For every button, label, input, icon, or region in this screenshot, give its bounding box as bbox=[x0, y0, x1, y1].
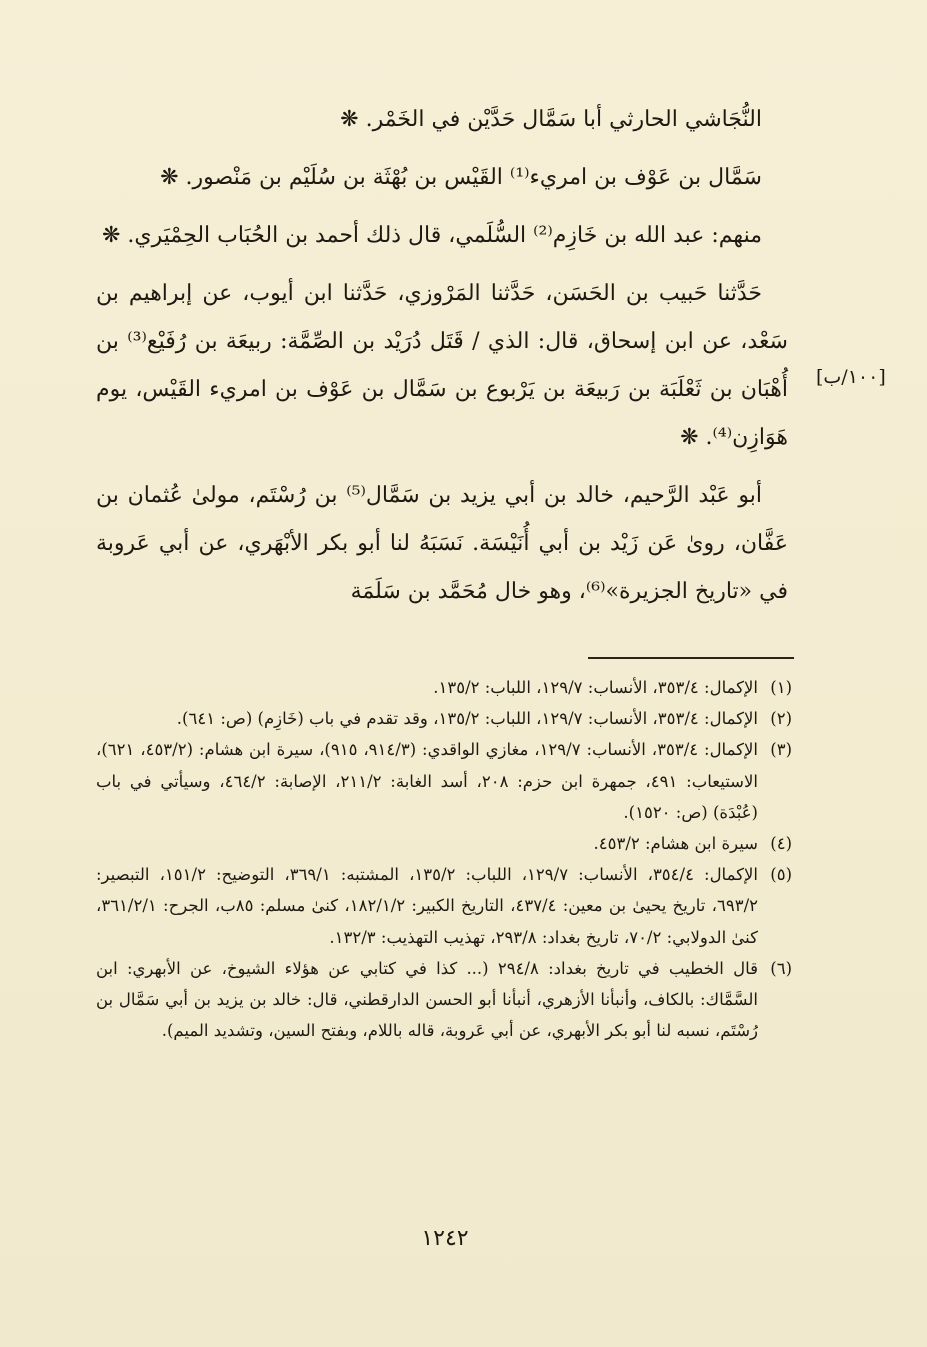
footnote bbox=[96, 703, 792, 734]
footnote bbox=[96, 859, 792, 953]
paragraph-isnad-rabia: حَدَّثنا حَبيب بن الحَسَن، حَدَّثنا المَرْوزي، حَدَّثنا ابن أيوب، عن إبراهيم بن سَعْد، عن ابن إسحاق، قال: الذي / قَتَل دُرَيْد بن الصِّمَّة: ربيعَة بن رُفَيْع⁽³⁾ بن أُهْبَان بن ثَعْلَبَة بن رَبيعَة بن يَرْبوع بن سَمَّال بن عَوْف بن امريء القَيْس، يوم هَوَازِن⁽⁴⁾. ❋ bbox=[96, 281, 788, 450]
footnote-text: قال الخطيب في تاريخ بغداد: ٢٩٤/٨ (... كذا في كتابي عن هؤلاء الشيوخ، عن الأبهري: ابن السَّمَّاك: بالكاف، وأنبأنا الأزهري، أنبأنا أبو الحسن الدارقطني، قال: خالد بن يزيد بن أبي سَمَّال بن رُسْتَم، نسبه لنا أبو بكر الأبهري، عن أبي عَروبة، قاله باللام، وبفتح السين، وتشديد الميم). bbox=[96, 958, 759, 1041]
footnote-text: الإكمال: ٣٥٣/٤، الأنساب: ١٢٩/٧، اللباب: ١٣٥/٢، وقد تقدم في باب (خَازِم) (ص: ٦٤١). bbox=[176, 709, 758, 729]
footnote-number: (١) bbox=[770, 678, 792, 697]
footnote-number: (٤) bbox=[770, 834, 792, 854]
footnote bbox=[96, 734, 792, 828]
footnote bbox=[96, 953, 792, 1047]
page-number: ١٢٤٢ bbox=[421, 1226, 469, 1251]
footnote bbox=[96, 672, 792, 703]
footnote-text: الإكمال: ٣٥٤/٤، الأنساب: ١٢٩/٧، اللباب: ١٣٥/٢، المشتبه: ٣٦٩/١، التوضيح: ١٥١/٢، التبصير: ٦٩٣/٢، تاريخ يحيىٰ بن معين: ٤٣٧/٤، التاريخ الكبير: ١٨٢/١/٢، كنىٰ مسلم: ٨٥ب، الجرح: ٣٦١/٢/١، كنىٰ الدولابي: ٧٠/٢، تاريخ بغداد: ٢٩٣/٨، تهذيب التهذيب: ١٣٢/٣. bbox=[96, 865, 758, 947]
footnote-number: (٦) bbox=[770, 958, 792, 978]
paragraph-abdullah-ibn-khazim: منهم: عبد الله بن خَازِم⁽²⁾ السُّلَمي، قال ذلك أحمد بن الحُبَاب الحِمْيَري. ❋ bbox=[101, 223, 762, 248]
manuscript-folio-marker: [١٠٠/ب] bbox=[816, 366, 886, 388]
paragraph-sammal-ibn-awf: سَمَّال بن عَوْف بن امريء⁽¹⁾ القَيْس بن بُهْثَة بن سُلَيْم بن مَنْصور. ❋ bbox=[160, 165, 762, 190]
footnote-number: (٢) bbox=[770, 709, 792, 729]
footnote bbox=[96, 828, 792, 859]
main-text bbox=[96, 96, 788, 626]
footnote-separator bbox=[588, 657, 794, 659]
footnote-number: (٣) bbox=[770, 740, 792, 760]
paragraph-abu-abd-al-rahim: أبو عَبْد الرَّحيم، خالد بن أبي يزيد بن سَمَّال⁽⁵⁾ بن رُسْتَم، مولىٰ عُثمان بن عَفَّان، روىٰ عَن زَيْد بن أبي أُنَيْسَة. نَسَبَهُ لنا أبو بكر الأبْهَري، عن أبي عَروبة في «تاريخ الجزيرة»⁽⁶⁾، وهو خال مُحَمَّد بن سَلَمَة bbox=[96, 483, 788, 604]
paragraph-najashi: النُّجَاشي الحارثي أبا سَمَّال حَدَّيْن في الخَمْر. ❋ bbox=[340, 107, 762, 132]
footnote-text: الإكمال: ٣٥٣/٤، الأنساب: ١٢٩/٧، اللباب: ١٣٥/٢. bbox=[433, 678, 758, 697]
footnote-text: سيرة ابن هشام: ٤٥٣/٢. bbox=[593, 834, 758, 854]
footnote-number: (٥) bbox=[770, 865, 792, 885]
footnote-text: الإكمال: ٣٥٣/٤، الأنساب: ١٢٩/٧، مغازي الواقدي: (٩١٤/٣، ٩١٥)، سيرة ابن هشام: (٤٥٣/٢، ٦٢١)، الاستيعاب: ٤٩١، جمهرة ابن حزم: ٢٠٨، أسد الغابة: ٢١١/٢، الإصابة: ٤٦٤/٢، وسيأتي في باب (عُبْدَة) (ص: ١٥٢٠). bbox=[96, 740, 758, 822]
footnotes bbox=[96, 672, 792, 1046]
